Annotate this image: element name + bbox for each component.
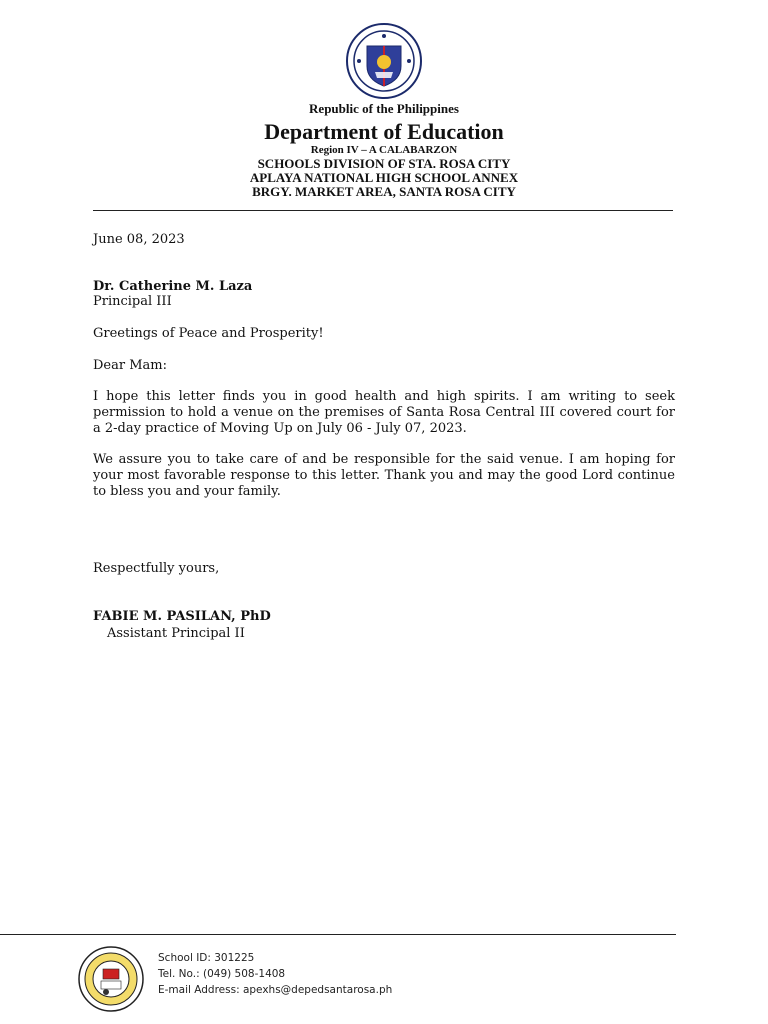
recipient-title: Principal III [93,294,172,309]
republic-line: Republic of the Philippines [309,101,459,116]
region-line: Region IV – A CALABARZON [310,144,458,156]
recipient-name: Dr. Catherine M. Laza [93,279,253,294]
footer-email: E-mail Address: apexhs@depedsantarosa.ph [158,984,393,996]
footer-telephone: Tel. No.: (049) 508-1408 [158,968,286,980]
letter-date: June 08, 2023 [93,232,185,247]
school-logo [77,945,145,1013]
division-line: SCHOOLS DIVISION OF STA. ROSA CITY [257,156,511,171]
department-title: Department of Education [264,119,504,144]
deped-seal [345,22,423,100]
footer-school-id: School ID: 301225 [158,952,255,964]
paragraph-1: I hope this letter finds you in good health and high spirits. I am writing to seek permission to hold a venue on the premises of Santa Rosa Central III covered court for a 2-day practice of Moving Up on July 06 - July 07, 2023. [93,389,675,436]
paragraph-2: We assure you to take care of and be responsible for the said venue. I am hoping for your most favorable response to this letter. Thank you and may the good Lord continue to bless you and your family. [93,452,675,499]
address-line: BRGY. MARKET AREA, SANTA ROSA CITY [252,184,516,199]
signatory-title: Assistant Principal II [107,626,245,641]
footer-divider [0,934,676,935]
greeting: Greetings of Peace and Prosperity! [93,326,324,341]
signatory-name: FABIE M. PASILAN, PhD [93,609,271,624]
closing: Respectfully yours, [93,561,220,576]
school-line: APLAYA NATIONAL HIGH SCHOOL ANNEX [249,170,519,185]
salutation: Dear Mam: [93,358,167,373]
header-divider [93,210,673,211]
